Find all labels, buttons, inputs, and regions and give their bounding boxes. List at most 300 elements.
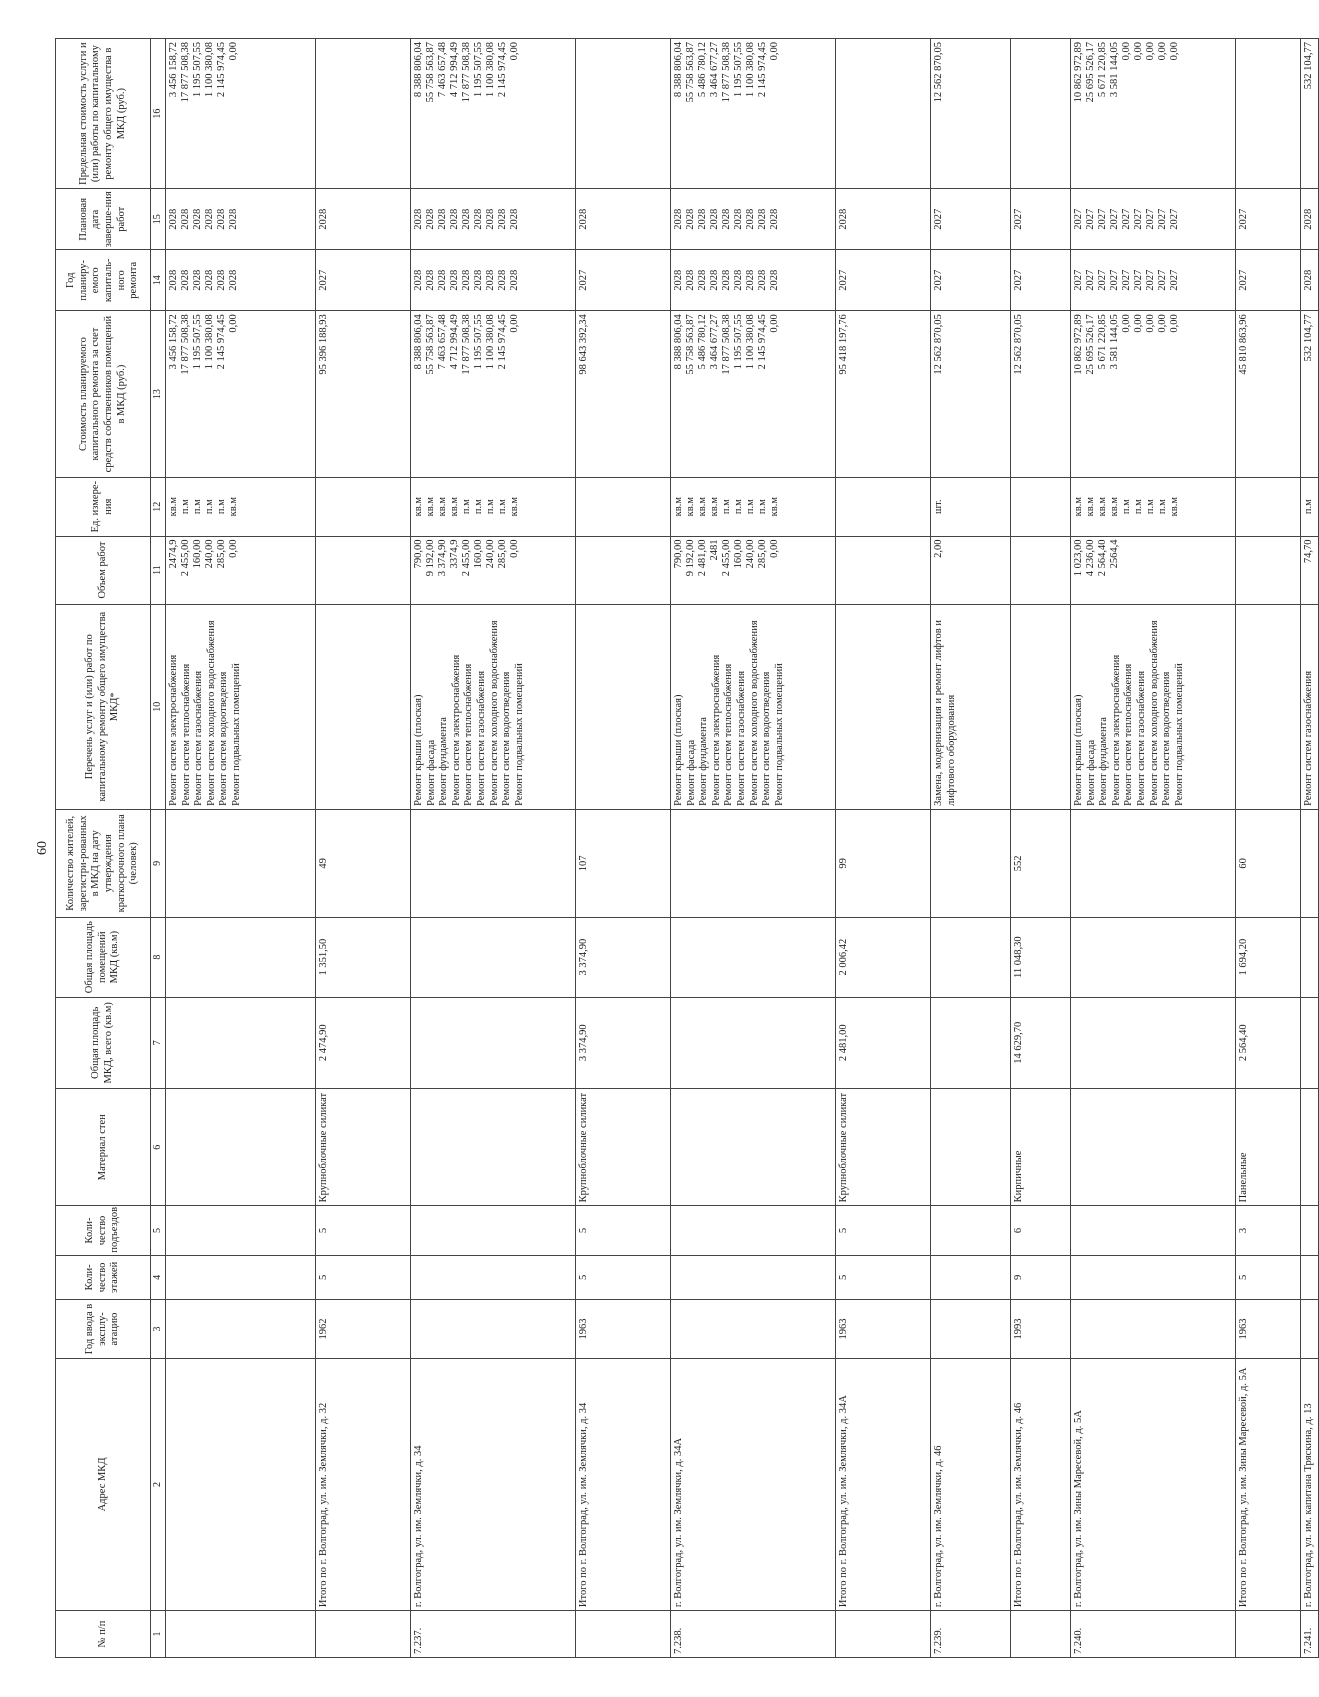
work-plan-year-list: [166, 250, 242, 310]
premises-area-text: [931, 918, 935, 997]
work-end-year-list: [1071, 189, 1183, 249]
work-limit-list: [166, 39, 242, 188]
total-area: [576, 997, 671, 1089]
work-unit-list: [1011, 478, 1015, 536]
wall-material: [316, 1089, 411, 1206]
entrances: [836, 1206, 931, 1255]
row-number-text: 7.238.: [673, 1627, 684, 1654]
header-row: [56, 39, 151, 1658]
work-end-year: [1301, 189, 1319, 250]
work-plan-year-list: [931, 250, 947, 310]
work-end-year-value: 2027: [1013, 208, 1024, 230]
work-plan-year-value: 2028: [461, 269, 472, 291]
work-cost-list: [166, 311, 242, 477]
work-limit-value: 0,00: [1169, 42, 1180, 61]
work-plan-year-value: 2027: [1169, 269, 1180, 291]
work-plan-year-list: [576, 250, 592, 310]
work-end-year-list: [576, 189, 592, 249]
work-name-value: Ремонт систем холодного водоснабжения: [1148, 620, 1160, 806]
floors: [836, 1255, 931, 1300]
work-plan-year-value: 2028: [721, 269, 732, 291]
work-limit-value: 17 877 508,38: [461, 42, 472, 103]
address-text: г. Волгоград, ул. им. Зины Маресевой, д. 5А: [1073, 1410, 1084, 1608]
entrances: [1301, 1206, 1319, 1255]
floors: [1301, 1255, 1319, 1300]
work-cost-value: 5 671 220,85: [1097, 314, 1108, 370]
work-cost-value: 17 877 508,38: [721, 314, 732, 375]
work-unit-value: кв.м: [709, 497, 720, 517]
year-built-text: [931, 1300, 935, 1358]
work-unit: [671, 477, 836, 536]
address: [1011, 1358, 1071, 1610]
work-volume-value: 240,00: [204, 539, 215, 569]
floors-text: 5: [578, 1274, 589, 1281]
work-volume-value: 240,00: [485, 539, 496, 569]
address-text: Итого по г. Волгоград, ул. им. Землячки, д. 34А: [838, 1395, 849, 1608]
work-plan-year-value: 2027: [578, 269, 589, 291]
column-number: 12: [151, 477, 166, 536]
address: [576, 1358, 671, 1610]
total-area: [1301, 997, 1319, 1089]
entrances: [411, 1206, 576, 1255]
work-cost-value: 1 195 507,55: [733, 314, 744, 370]
work-unit-value: п.м: [733, 499, 744, 515]
address-text: г. Волгоград, ул. им. капитана Тряскина, д. 13: [1303, 1403, 1314, 1608]
work-volume-value: 0,00: [769, 539, 780, 558]
work-cost-value: 0,00: [1121, 314, 1132, 333]
premises-area: [576, 917, 671, 997]
work-end-year-value: 2027: [933, 208, 944, 230]
column-header: Количество жителей, зарегистри-рованных в МКД на дату утверждения краткосрочного плана (человек): [56, 809, 151, 917]
work-limit: [1236, 39, 1301, 189]
work-plan-year-list: [1301, 250, 1317, 310]
work-end-year-value: 2028: [485, 208, 496, 230]
work-limit-value: 1 195 507,55: [473, 42, 484, 98]
work-limit-value: [318, 42, 330, 185]
work-cost-value: 0,00: [509, 314, 520, 333]
work-plan-year-value: 2028: [497, 269, 508, 291]
address: [836, 1358, 931, 1610]
premises-area-text: [166, 918, 170, 997]
work-unit-list: [1071, 478, 1183, 536]
premises-area: [1301, 917, 1319, 997]
work-cost-list: [671, 311, 783, 477]
residents-text: [671, 810, 675, 917]
rotated-sheet: [25, 23, 1314, 1673]
work-limit-value: 0,00: [1145, 42, 1156, 61]
work-cost: [931, 311, 1011, 478]
row-number: [316, 1611, 411, 1658]
work-unit-list: [836, 478, 840, 536]
work-volume: [931, 536, 1011, 604]
work-limit-value: 7 463 657,48: [437, 42, 448, 98]
work-volume-value: 240,00: [745, 539, 756, 569]
work-limit-list: [1071, 39, 1183, 188]
floors-text: [1301, 1256, 1305, 1300]
work-unit-value: кв.м: [413, 497, 424, 517]
work-limit-value: 5 486 780,12: [697, 42, 708, 98]
work-limit-value: 12 562 870,05: [933, 42, 944, 103]
work-unit-value: п.м: [1157, 499, 1168, 515]
total-area-text: 2 564,40: [1238, 1024, 1249, 1062]
work-plan-year-value: 2027: [1133, 269, 1144, 291]
work-volume-value: 790,00: [673, 539, 684, 569]
work-limit-value: 4 712 994,49: [449, 42, 460, 98]
work-plan-year: [1236, 250, 1301, 311]
year-built-text: [1071, 1300, 1075, 1358]
residents: [931, 809, 1011, 917]
work-limit-value: 2 145 974,45: [497, 42, 508, 98]
entrances: [1236, 1206, 1301, 1255]
work-end-year-value: 2028: [180, 208, 191, 230]
work-volume-value: 285,00: [757, 539, 768, 569]
work-plan-year-value: 2028: [180, 269, 191, 291]
address-text: Итого по г. Волгоград, ул. им. Зины Маресевой, д. 5А: [1238, 1367, 1249, 1608]
work-plan-year-list: [411, 250, 523, 310]
work-name-list: [166, 605, 246, 809]
work-name-value: Ремонт подвальных помещений: [513, 663, 525, 806]
work-unit-value: п.м: [192, 499, 203, 515]
work-volume-list: [1011, 537, 1015, 604]
work-cost-value: 1 195 507,55: [473, 314, 484, 370]
work-plan-year-value: 2028: [449, 269, 460, 291]
work-plan-year: [411, 250, 576, 311]
work-plan-year-value: 2028: [745, 269, 756, 291]
column-number: 8: [151, 917, 166, 997]
work-limit-value: 8 388 806,04: [413, 42, 424, 98]
year-built: [671, 1300, 836, 1359]
work-end-year-value: 2027: [1145, 208, 1156, 230]
entrances-text: 6: [1013, 1227, 1024, 1234]
work-unit-value: кв.м: [1097, 497, 1108, 517]
work-unit-list: [671, 478, 783, 536]
work-end-year: [931, 189, 1011, 250]
residents: [1301, 809, 1319, 917]
address-text: Итого по г. Волгоград, ул. им. Землячки, д. 46: [1013, 1402, 1024, 1608]
column-header: Объем работ: [56, 536, 151, 604]
work-volume: [1071, 536, 1236, 604]
work-cost-value: 2 145 974,45: [497, 314, 508, 370]
work-end-year-value: 2027: [1109, 208, 1120, 230]
work-unit-value: кв.м: [168, 497, 179, 517]
work-unit-value: п.м: [204, 499, 215, 515]
work-volume-value: 0,00: [509, 539, 520, 558]
work-end-year-value: 2028: [413, 208, 424, 230]
work-unit-value: п.м: [757, 499, 768, 515]
work-cost-value: 95 396 188,93: [318, 314, 329, 375]
work-unit-value: кв.м: [1169, 497, 1180, 517]
work-cost-value: 98 643 392,34: [578, 314, 589, 375]
work-cost-value: 25 695 526,17: [1085, 314, 1096, 375]
entrances-text: 5: [578, 1227, 589, 1234]
work-end-year-value: 2028: [473, 208, 484, 230]
total-area: [166, 997, 316, 1089]
work-limit-list: [671, 39, 783, 188]
work-end-year: [316, 189, 411, 250]
work-limit-value: 1 100 380,08: [485, 42, 496, 98]
work-limit-value: 0,00: [1157, 42, 1168, 61]
work-end-year: [836, 189, 931, 250]
column-header: Год ввода в эксплу-атацию: [56, 1300, 151, 1359]
work-cost-value: 1 195 507,55: [192, 314, 203, 370]
work-unit-value: п.м: [1145, 499, 1156, 515]
work-plan-year-value: 2027: [838, 269, 849, 291]
work-limit: [1071, 39, 1236, 189]
residents: [1236, 809, 1301, 917]
work-unit-value: п.м: [1303, 499, 1314, 515]
work-volume: [166, 536, 316, 604]
row-number-text: [836, 1611, 840, 1657]
work-unit-list: [1236, 478, 1240, 536]
table-row: [1236, 39, 1301, 1658]
work-plan-year-value: 2028: [437, 269, 448, 291]
work-end-year-value: 2028: [745, 208, 756, 230]
premises-area: [1071, 917, 1236, 997]
work-volume: [1011, 536, 1071, 604]
column-header: Перечень услуг и (или) работ по капитальному ремонту общего имущества МКД*: [56, 604, 151, 809]
row-number: [1236, 1611, 1301, 1658]
work-volume-value: 160,00: [473, 539, 484, 569]
work-unit-value: кв.м: [1073, 497, 1084, 517]
residents: [411, 809, 576, 917]
floors: [316, 1255, 411, 1300]
table-row: [411, 39, 576, 1658]
wall-material-text: [411, 1089, 415, 1205]
year-built: [836, 1300, 931, 1359]
work-plan-year-value: 2028: [509, 269, 520, 291]
work-volume-value: 3374,9: [449, 539, 460, 569]
entrances-text: [931, 1206, 935, 1254]
work-cost-value: 0,00: [1157, 314, 1168, 333]
work-name-value: Ремонт систем водоотведения: [218, 671, 230, 806]
address-text: г. Волгоград, ул. им. Землячки, д. 34: [413, 1445, 424, 1608]
wall-material: [836, 1089, 931, 1206]
work-volume-value: 3 374,90: [437, 539, 448, 577]
wall-material: [411, 1089, 576, 1206]
work-end-year-list: [836, 189, 852, 249]
work-plan-year-value: 2028: [733, 269, 744, 291]
work-limit-value: 0,00: [1121, 42, 1132, 61]
work-volume: [316, 536, 411, 604]
wall-material-text: Крупноблочные силикат: [578, 1092, 589, 1203]
work-end-year-value: 2028: [437, 208, 448, 230]
work-name: [166, 604, 316, 809]
work-limit-value: 3 581 144,05: [1109, 42, 1120, 98]
work-limit-list: [836, 39, 852, 188]
work-plan-year-value: 2028: [769, 269, 780, 291]
work-cost-value: 0,00: [228, 314, 239, 333]
address: [1236, 1358, 1301, 1610]
work-volume-list: [166, 537, 242, 604]
row-number: [931, 1611, 1011, 1658]
column-numbers-row: [151, 39, 166, 1658]
work-cost-value: 8 388 806,04: [413, 314, 424, 370]
work-unit: [1011, 477, 1071, 536]
work-plan-year: [1071, 250, 1236, 311]
premises-area: [1011, 917, 1071, 997]
work-plan-year-value: 2027: [1145, 269, 1156, 291]
wall-material: [1011, 1089, 1071, 1206]
work-name-list: [671, 605, 788, 809]
total-area-text: [671, 998, 675, 1089]
premises-area-text: 11 048,30: [1013, 936, 1024, 978]
work-end-year-value: 2028: [697, 208, 708, 230]
work-end-year-list: [166, 189, 242, 249]
year-built-text: [411, 1300, 415, 1358]
work-volume-list: [671, 537, 783, 604]
work-cost-value: 12 562 870,05: [933, 314, 944, 375]
work-plan-year: [1011, 250, 1071, 311]
work-end-year-value: 2027: [1238, 208, 1249, 230]
total-area-text: 2 474,90: [318, 1024, 329, 1062]
work-plan-year-value: 2027: [318, 269, 329, 291]
work-unit-list: [166, 478, 242, 536]
year-built-text: 1963: [838, 1318, 849, 1340]
row-number: [836, 1611, 931, 1658]
work-cost: [1301, 311, 1319, 478]
work-end-year-list: [1011, 189, 1027, 249]
wall-material: [1236, 1089, 1301, 1206]
work-cost-value: 0,00: [1169, 314, 1180, 333]
wall-material: [1071, 1089, 1236, 1206]
work-cost: [166, 311, 316, 478]
work-cost: [316, 311, 411, 478]
work-volume-value: 160,00: [192, 539, 203, 569]
work-end-year-list: [1301, 189, 1317, 249]
table-row: [671, 39, 836, 1658]
column-number: 14: [151, 250, 166, 311]
work-plan-year: [166, 250, 316, 311]
address: [411, 1358, 576, 1610]
work-unit: [1236, 477, 1301, 536]
work-name-value: Ремонт фасада: [425, 739, 437, 806]
entrances-text: [411, 1206, 415, 1254]
total-area-text: [411, 998, 415, 1089]
floors: [931, 1255, 1011, 1300]
work-limit-value: 8 388 806,04: [673, 42, 684, 98]
work-plan-year-value: 2028: [1303, 269, 1314, 291]
work-name-list: [576, 605, 580, 809]
work-unit-value: кв.м: [437, 497, 448, 517]
premises-area: [411, 917, 576, 997]
work-cost-list: [576, 311, 592, 477]
column-header: Адрес МКД: [56, 1358, 151, 1610]
work-name-value: Ремонт систем теплоснабжения: [180, 663, 192, 806]
row-number-text: 7.237.: [413, 1627, 424, 1654]
premises-area-text: [411, 918, 415, 997]
work-plan-year-list: [671, 250, 783, 310]
work-name-value: Ремонт систем теплоснабжения: [1123, 663, 1135, 806]
work-volume-list: [1071, 537, 1183, 604]
work-volume-value: 2564,4: [1109, 539, 1120, 569]
work-limit: [931, 39, 1011, 189]
work-end-year-value: 2028: [192, 208, 203, 230]
work-limit-list: [576, 39, 592, 188]
work-name-value: Ремонт систем газоснабжения: [193, 670, 205, 806]
year-built: [166, 1300, 316, 1359]
total-area-text: 2 481,00: [838, 1024, 849, 1062]
work-end-year-value: 2028: [228, 208, 239, 230]
work-name-value: Ремонт систем газоснабжения: [475, 670, 487, 806]
work-volume-value: [1121, 540, 1133, 601]
work-name-value: Ремонт систем газоснабжения: [735, 670, 747, 806]
work-end-year-value: 2028: [425, 208, 436, 230]
work-limit: [671, 39, 836, 189]
work-volume-list: [931, 537, 947, 604]
work-cost-value: 17 877 508,38: [180, 314, 191, 375]
work-plan-year-value: 2028: [685, 269, 696, 291]
work-cost-value: 3 581 144,05: [1109, 314, 1120, 370]
work-unit-value: п.м: [497, 499, 508, 515]
row-number: [1011, 1611, 1071, 1658]
work-limit-list: [1011, 39, 1027, 188]
work-name: [836, 604, 931, 809]
work-volume: [576, 536, 671, 604]
work-plan-year-value: 2028: [709, 269, 720, 291]
residents-text: [1301, 810, 1305, 917]
work-cost-value: 2 145 974,45: [216, 314, 227, 370]
work-unit: [576, 477, 671, 536]
work-plan-year-list: [1071, 250, 1183, 310]
work-volume-value: 285,00: [216, 539, 227, 569]
work-plan-year-value: 2027: [1238, 269, 1249, 291]
work-volume-list: [1236, 537, 1240, 604]
year-built-text: [671, 1300, 675, 1358]
work-name-value: Ремонт систем водоотведения: [1161, 671, 1173, 806]
work-cost-value: 1 100 380,08: [485, 314, 496, 370]
row-number: [1301, 1611, 1319, 1658]
work-cost-value: 1 100 380,08: [204, 314, 215, 370]
work-limit-value: 1 100 380,08: [204, 42, 215, 98]
work-name: [1071, 604, 1236, 809]
residents: [576, 809, 671, 917]
work-unit-value: кв.м: [769, 497, 780, 517]
residents-text: [931, 810, 935, 917]
work-cost: [1236, 311, 1301, 478]
work-name-value: Ремонт крыши (плоская): [1073, 694, 1084, 806]
wall-material-text: Панельные: [1238, 1152, 1249, 1203]
work-cost-value: 4 712 994,49: [449, 314, 460, 370]
year-built-text: 1962: [318, 1318, 329, 1340]
premises-area: [931, 917, 1011, 997]
work-name-list: [1236, 605, 1240, 809]
entrances: [166, 1206, 316, 1255]
work-end-year-value: 2028: [461, 208, 472, 230]
table-row: [1071, 39, 1236, 1658]
wall-material-text: [931, 1089, 935, 1205]
wall-material-text: Крупноблочные силикат: [318, 1092, 329, 1203]
work-limit-value: 25 695 526,17: [1085, 42, 1096, 103]
work-plan-year-value: 2028: [757, 269, 768, 291]
column-number: 5: [151, 1206, 166, 1255]
work-unit-value: кв.м: [509, 497, 520, 517]
row-number: [411, 1611, 576, 1658]
premises-area-text: 1 351,50: [318, 938, 329, 976]
column-header: Ед. измере-ния: [56, 477, 151, 536]
work-limit-value: 3 464 677,27: [709, 42, 720, 98]
work-end-year: [671, 189, 836, 250]
work-limit: [836, 39, 931, 189]
work-unit-value: шт.: [933, 499, 944, 514]
work-unit: [1071, 477, 1236, 536]
residents-text: [166, 810, 170, 917]
year-built: [1236, 1300, 1301, 1359]
work-limit-value: 55 758 563,87: [425, 42, 436, 103]
work-plan-year-value: 2027: [1157, 269, 1168, 291]
work-cost: [411, 311, 576, 478]
table-row: [576, 39, 671, 1658]
work-plan-year-value: 2027: [1097, 269, 1108, 291]
